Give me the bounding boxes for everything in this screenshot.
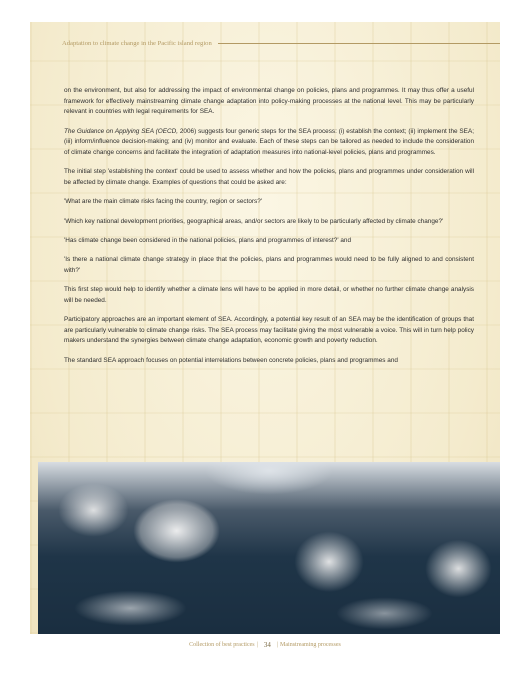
paragraph: Participatory approaches are an important element of SEA. Accordingly, a potential key result of an SEA may be the identification of groups that are particularly vulnerable to climate change risks. The SEA process may facilitate giving the most vulnerable a voice. This will in turn help policy makers understand the synergies between climate change adaptation, economic growth and poverty reduction. (64, 316, 474, 345)
guidance-reference: The Guidance on Applying SEA (OECD, (64, 127, 178, 135)
running-header (62, 36, 500, 50)
page-number: 34 (263, 641, 271, 649)
paragraph: The standard SEA approach focuses on potential interrelations between concrete policies, plans and programmes and (64, 356, 398, 364)
paragraph: The initial step 'establishing the context' could be used to assess whether and how the policies, plans and programmes under consideration will be affected by climate change. Examples of questions that could be asked are: (64, 168, 474, 186)
paragraph: on the environment, but also for addressing the impact of environmental change on policies, plans and programmes. It may thus offer a useful framework for effectively mainstreaming climate change adaptation into policy-making processes at the national level. This may be particularly relevant in countries with legal requirements for SEA. (64, 87, 474, 116)
running-footer (30, 639, 500, 651)
paragraph (64, 127, 474, 159)
satellite-cyclone-photo (38, 462, 500, 634)
paragraph: This first step would help to identify whether a climate lens will have to be applied in more detail, or whether no further climate change analysis will be needed. (64, 286, 474, 304)
question: 'Is there a national climate change strategy in place that the policies, plans and programmes would need to be fully aligned to and consistent with?' (64, 256, 474, 274)
question: 'What are the main climate risks facing the country, region or sectors?' (64, 198, 263, 206)
footer-left: Collection of best practices (189, 642, 255, 648)
document-page (30, 22, 500, 649)
question: 'Which key national development priorities, geographical areas, and/or sectors are likely to be particularly affected by climate change?' (64, 217, 444, 225)
header-rule (218, 43, 500, 44)
header-title: Adaptation to climate change in the Pacific island region (62, 39, 212, 47)
footer-separator: | (276, 642, 279, 648)
question: 'Has climate change been considered in the national policies, plans and programmes of interest?' and (64, 236, 351, 244)
footer-right: Mainstreaming processes (280, 642, 341, 648)
paragraph-text: 2006) suggests four generic steps for the SEA process: (i) establish the context; (ii) implement the SEA; (iii) inform/influence decision-making; and (iv) monitor and evaluate. Each of these steps can be tailored as needed to include the consideration of climate change concerns and facilitate the integration of adaptation measures into national-level policies, plans and programmes. (64, 127, 474, 156)
body-text (64, 86, 474, 375)
footer-separator: | (256, 642, 258, 648)
